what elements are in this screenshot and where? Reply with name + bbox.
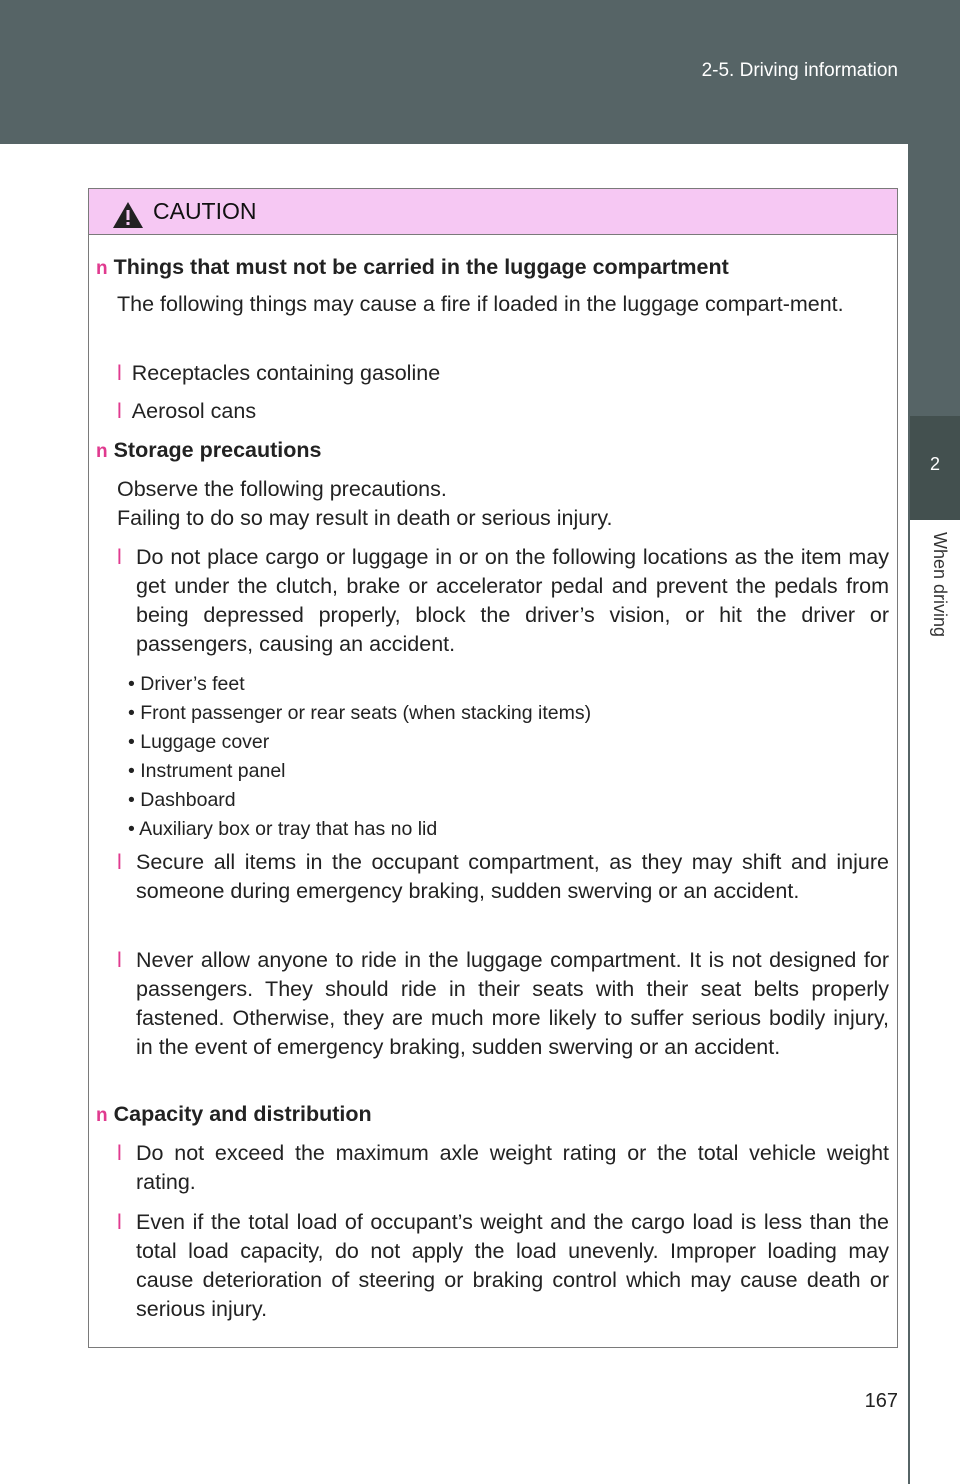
sublist-item: • Front passenger or rear seats (when stacking items) xyxy=(128,702,592,724)
storage-bullet-2: Secure all items in the occupant compartment, as they may shift and injure someone during emergency braking, sudden swerving or an accident. xyxy=(136,850,889,903)
storage-body-1: Observe the following precautions. xyxy=(117,477,447,501)
section-heading-things: n Things that must not be carried in the luggage compartment xyxy=(96,255,729,279)
storage-bullet-1: Do not place cargo or luggage in or on the following locations as the item may get under the clutch, brake or accelerator pedal and prevent the pedals from being depressed properly, block the driver’s vision, or hit the driver or passengers, causing an accident. xyxy=(136,545,889,656)
caution-header xyxy=(89,189,897,235)
square-marker-icon: n xyxy=(96,258,108,279)
section-heading-storage: n Storage precautions xyxy=(96,438,322,462)
bullet-marker-icon: l xyxy=(117,1210,122,1234)
capacity-bullet-2: Even if the total load of occupant’s weight and the cargo load is less than the total load capacity, do not apply the load unevenly. Improper loading may cause deterioration of steering or braking control which may cause death or serious injury. xyxy=(136,1210,889,1321)
sublist-item: • Luggage cover xyxy=(128,731,270,753)
bullet-marker-icon: l xyxy=(117,399,122,423)
bullet-aerosol: l Aerosol cans xyxy=(117,399,257,423)
bullet-marker-icon: l xyxy=(117,361,122,385)
bullet-marker-icon: l xyxy=(117,850,122,874)
section-heading-capacity: n Capacity and distribution xyxy=(96,1102,372,1126)
warning-triangle-icon xyxy=(111,200,145,230)
storage-body-2: Failing to do so may result in death or serious injury. xyxy=(117,506,613,530)
bullet-marker-icon: l xyxy=(117,545,122,569)
square-marker-icon: n xyxy=(96,1105,108,1126)
bullet-marker-icon: l xyxy=(117,1141,122,1165)
page-header xyxy=(0,0,960,144)
sidetab-upper xyxy=(910,144,960,416)
bullet-marker-icon: l xyxy=(117,948,122,972)
side-rule xyxy=(908,144,910,1484)
page-number: 167 xyxy=(864,1390,898,1412)
sublist-item: • Driver’s feet xyxy=(128,673,245,695)
chapter-tab[interactable] xyxy=(910,416,960,520)
chapter-number: 2 xyxy=(929,454,940,474)
bullet-gasoline: l Receptacles containing gasoline xyxy=(117,361,441,385)
section-body-things: The following things may cause a fire if loaded in the luggage compart-ment. xyxy=(117,292,844,316)
sublist-item: • Auxiliary box or tray that has no lid xyxy=(128,818,438,840)
sublist-item: • Dashboard xyxy=(128,789,236,811)
sublist-item: • Instrument panel xyxy=(128,760,286,782)
caution-title: CAUTION xyxy=(153,198,257,224)
chapter-label: When driving xyxy=(930,532,950,638)
capacity-bullet-1: Do not exceed the maximum axle weight rating or the total vehicle weight rating. xyxy=(136,1141,889,1194)
section-title: 2-5. Driving information xyxy=(701,60,898,81)
square-marker-icon: n xyxy=(96,441,108,462)
storage-bullet-3: Never allow anyone to ride in the luggage compartment. It is not designed for passengers. They should ride in their seats with their seat belts properly fastened. Otherwise, they are much more likely to suffer serious bodily injury, in the event of emergency braking, sudden swerving or an accident. xyxy=(136,948,889,1059)
